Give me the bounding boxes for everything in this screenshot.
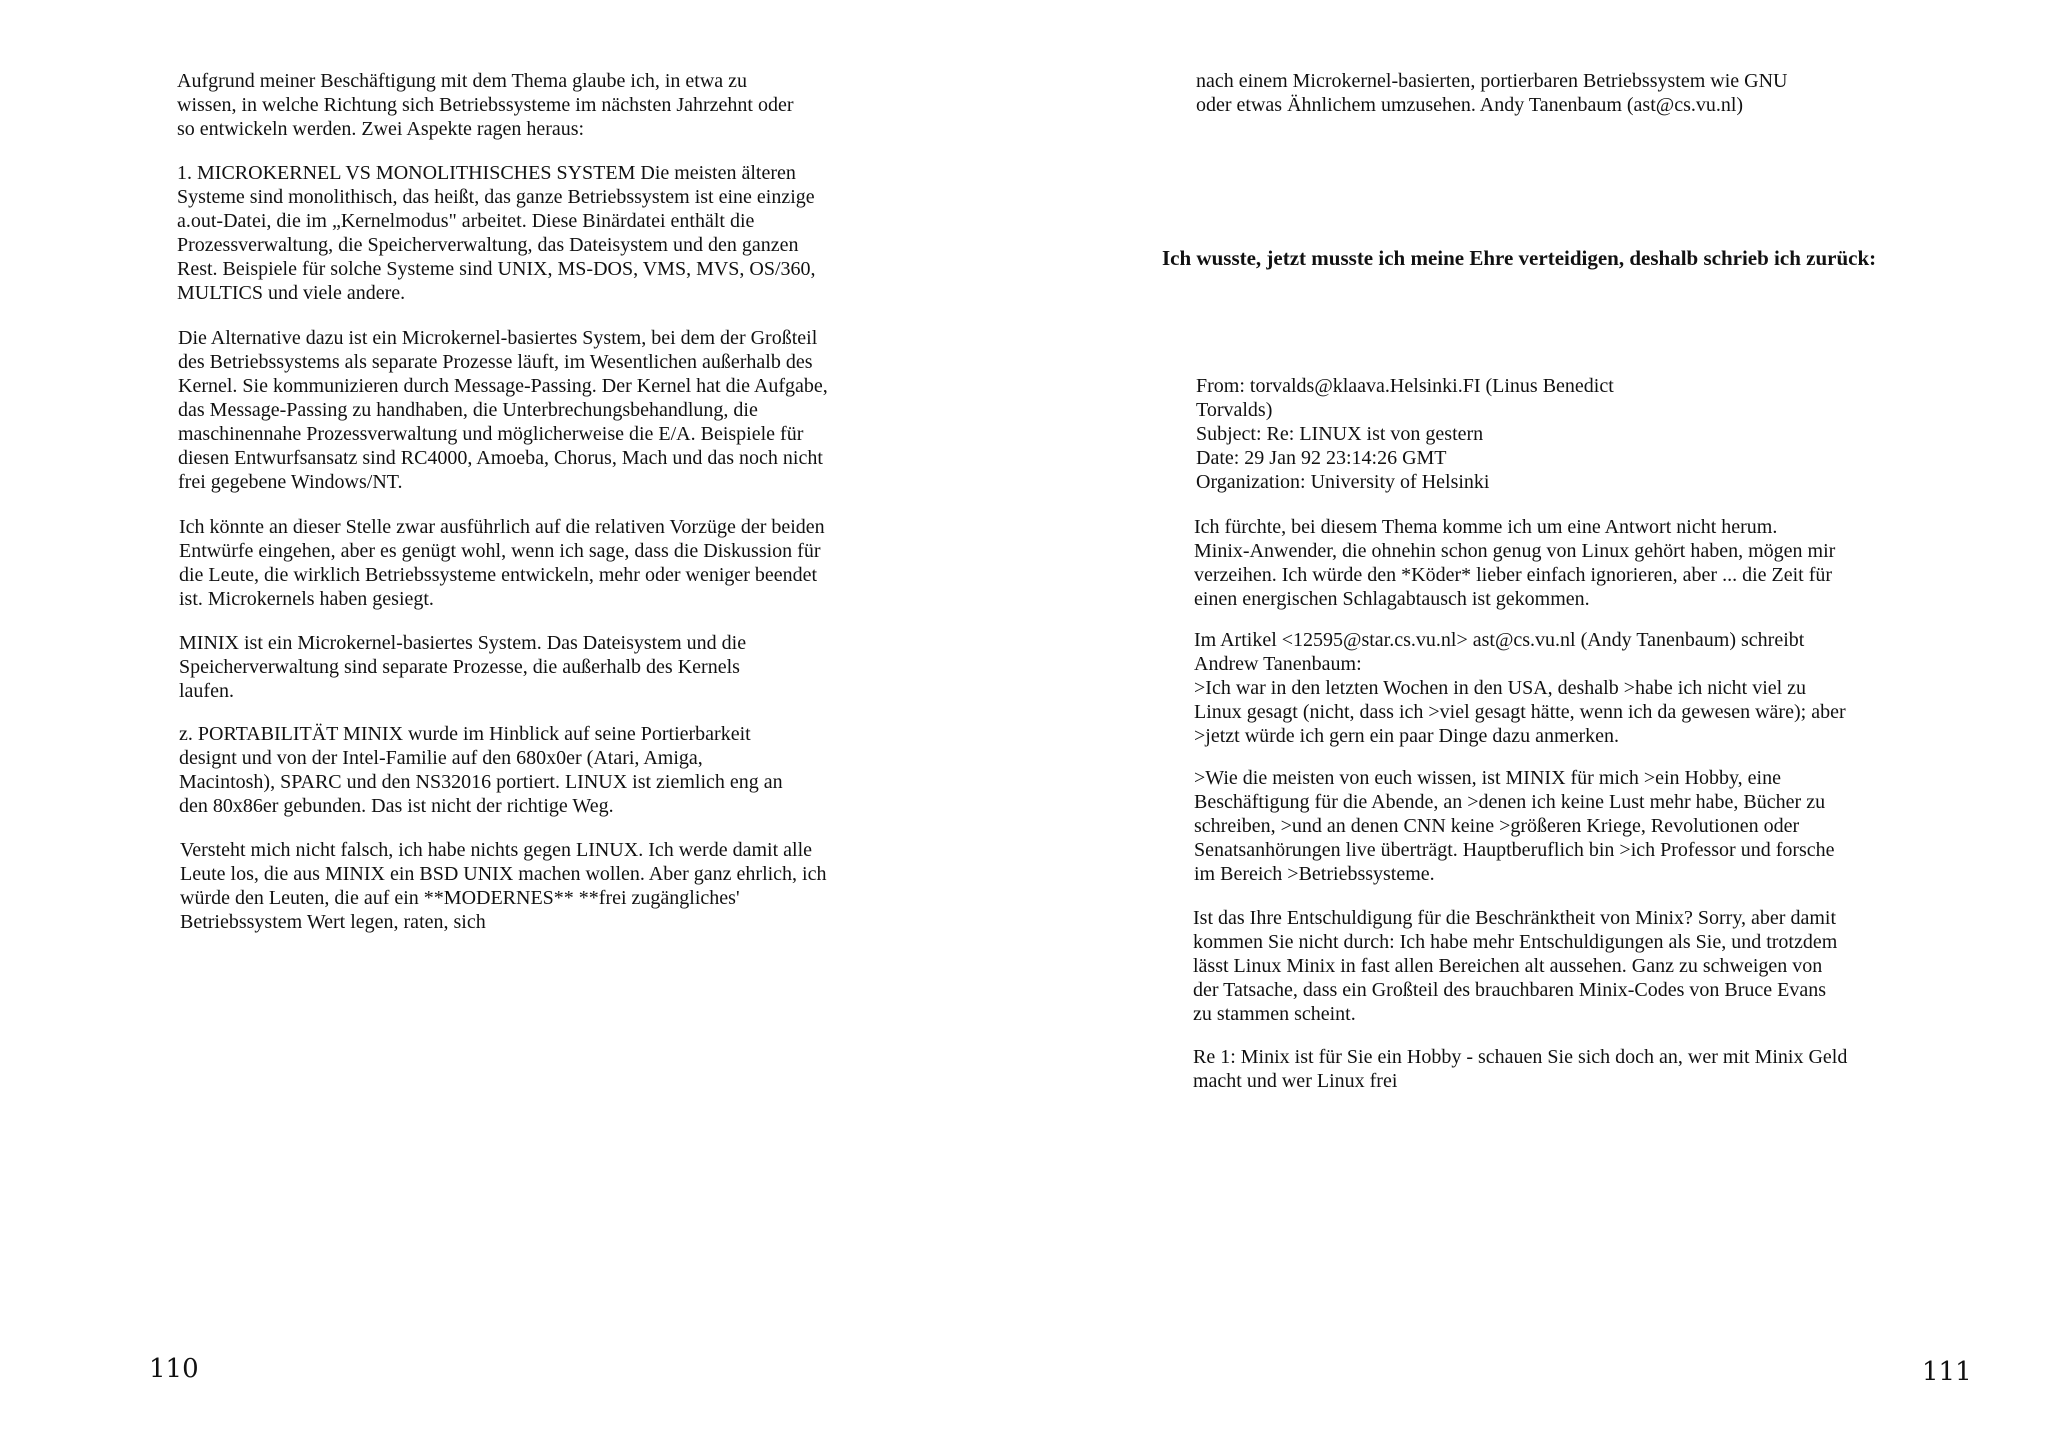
page-number-right: 111 (1922, 1357, 1972, 1387)
right-page (1024, 0, 2048, 1447)
continuation-paragraph: nach einem Microkernel-basierten, portierbaren Betriebssystem wie GNU oder etwas Ähnlichem umzusehen. Andy Tanenbaum (ast@cs.vu.nl) (1196, 70, 1788, 116)
left-paragraph-7: Versteht mich nicht falsch, ich habe nichts gegen LINUX. Ich werde damit alle Leute los, die aus MINIX ein BSD UNIX machen wollen. Aber ganz ehrlich, ich würde den Leuten, die auf ein **MODERNES** **frei zugängliches' Betriebssystem Wert legen, raten, sich (180, 839, 827, 933)
right-paragraph-1: Ich fürchte, bei diesem Thema komme ich um eine Antwort nicht herum. Minix-Anwender, die ohnehin schon genug von Linux gehört haben, mögen mir verzeihen. Ich würde den *Köder* lieber einfach ignorieren, aber ... die Zeit für einen energischen Schlagabtausch ist gekommen. (1194, 516, 1836, 610)
page-number-left: 110 (149, 1354, 199, 1384)
section-heading: Ich wusste, jetzt musste ich meine Ehre verteidigen, deshalb schrieb ich zurück: (1162, 246, 1877, 270)
email-header: From: torvalds@klaava.Helsinki.FI (Linus Benedict Torvalds) Subject: Re: LINUX ist von gestern Date: 29 Jan 92 23:14:26 GMT Organization: University of Helsinki (1196, 375, 1614, 493)
left-paragraph-3: Die Alternative dazu ist ein Microkernel-basiertes System, bei dem der Großteil des Betriebssystems als separate Prozesse läuft, im Wesentlichen außerhalb des Kernel. Sie kommunizieren durch Message-Passing. Der Kernel hat die Aufgabe, das Message-Passing zu handhaben, die Unterbrechungsbehandlung, die maschinennahe Prozessverwaltung und möglicherweise die E/A. Beispiele für diesen Entwurfsansatz sind RC4000, Amoeba, Chorus, Mach und das noch nicht frei gegebene Windows/NT. (178, 327, 828, 493)
left-paragraph-1: Aufgrund meiner Beschäftigung mit dem Thema glaube ich, in etwa zu wissen, in welche Richtung sich Betriebssysteme im nächsten Jahrzehnt oder so entwickeln werden. Zwei Aspekte ragen heraus: (177, 70, 794, 140)
left-paragraph-4: Ich könnte an dieser Stelle zwar ausführlich auf die relativen Vorzüge der beiden Entwürfe eingehen, aber es genügt wohl, wenn ich sage, dass die Diskussion für die Leute, die wirklich Betriebssysteme entwickeln, mehr oder weniger beendet ist. Microkernels haben gesiegt. (179, 516, 825, 610)
left-paragraph-2: 1. MICROKERNEL VS MONOLITHISCHES SYSTEM Die meisten älteren Systeme sind monolithisch, das heißt, das ganze Betriebssystem ist eine einzige a.out-Datei, die im „Kernelmodus" arbeitet. Diese Binärdatei enthält die Prozessverwaltung, die Speicherverwaltung, das Dateisystem und den ganzen Rest. Beispiele für solche Systeme sind UNIX, MS-DOS, VMS, MVS, OS/360, MULTICS und viele andere. (177, 162, 816, 304)
right-paragraph-2: Im Artikel <12595@star.cs.vu.nl> ast@cs.vu.nl (Andy Tanenbaum) schreibt Andrew Tanenbaum: >Ich war in den letzten Wochen in den USA, deshalb >habe ich nicht viel zu Linux gesagt (nicht, dass ich >viel gesagt hätte, wenn ich da gewesen wäre); aber >jetzt würde ich gern ein paar Dinge dazu anmerken. (1194, 629, 1846, 747)
right-paragraph-3: >Wie die meisten von euch wissen, ist MINIX für mich >ein Hobby, eine Beschäftigung für die Abende, an >denen ich keine Lust mehr habe, Bücher zu schreiben, >und an denen CNN keine >größeren Kriege, Revolutionen oder Senatsanhörungen live überträgt. Hauptberuflich bin >ich Professor und forsche im Bereich >Betriebssysteme. (1194, 767, 1835, 885)
left-paragraph-6: z. PORTABILITÄT MINIX wurde im Hinblick auf seine Portierbarkeit designt und von der Intel-Familie auf den 680x0er (Atari, Amiga, Macintosh), SPARC und den NS32016 portiert. LINUX ist ziemlich eng an den 80x86er gebunden. Das ist nicht der richtige Weg. (179, 723, 783, 817)
right-paragraph-4: Ist das Ihre Entschuldigung für die Beschränktheit von Minix? Sorry, aber damit kommen Sie nicht durch: Ich habe mehr Entschuldigungen als Sie, und trotzdem lässt Linux Minix in fast allen Bereichen alt aussehen. Ganz zu schweigen von der Tatsache, dass ein Großteil des brauchbaren Minix-Codes von Bruce Evans zu stammen scheint. (1193, 907, 1838, 1025)
left-paragraph-5: MINIX ist ein Microkernel-basiertes System. Das Dateisystem und die Speicherverwaltung sind separate Prozesse, die außerhalb des Kernels laufen. (179, 632, 747, 702)
right-paragraph-5: Re 1: Minix ist für Sie ein Hobby - schauen Sie sich doch an, wer mit Minix Geld macht und wer Linux frei (1193, 1046, 1848, 1092)
